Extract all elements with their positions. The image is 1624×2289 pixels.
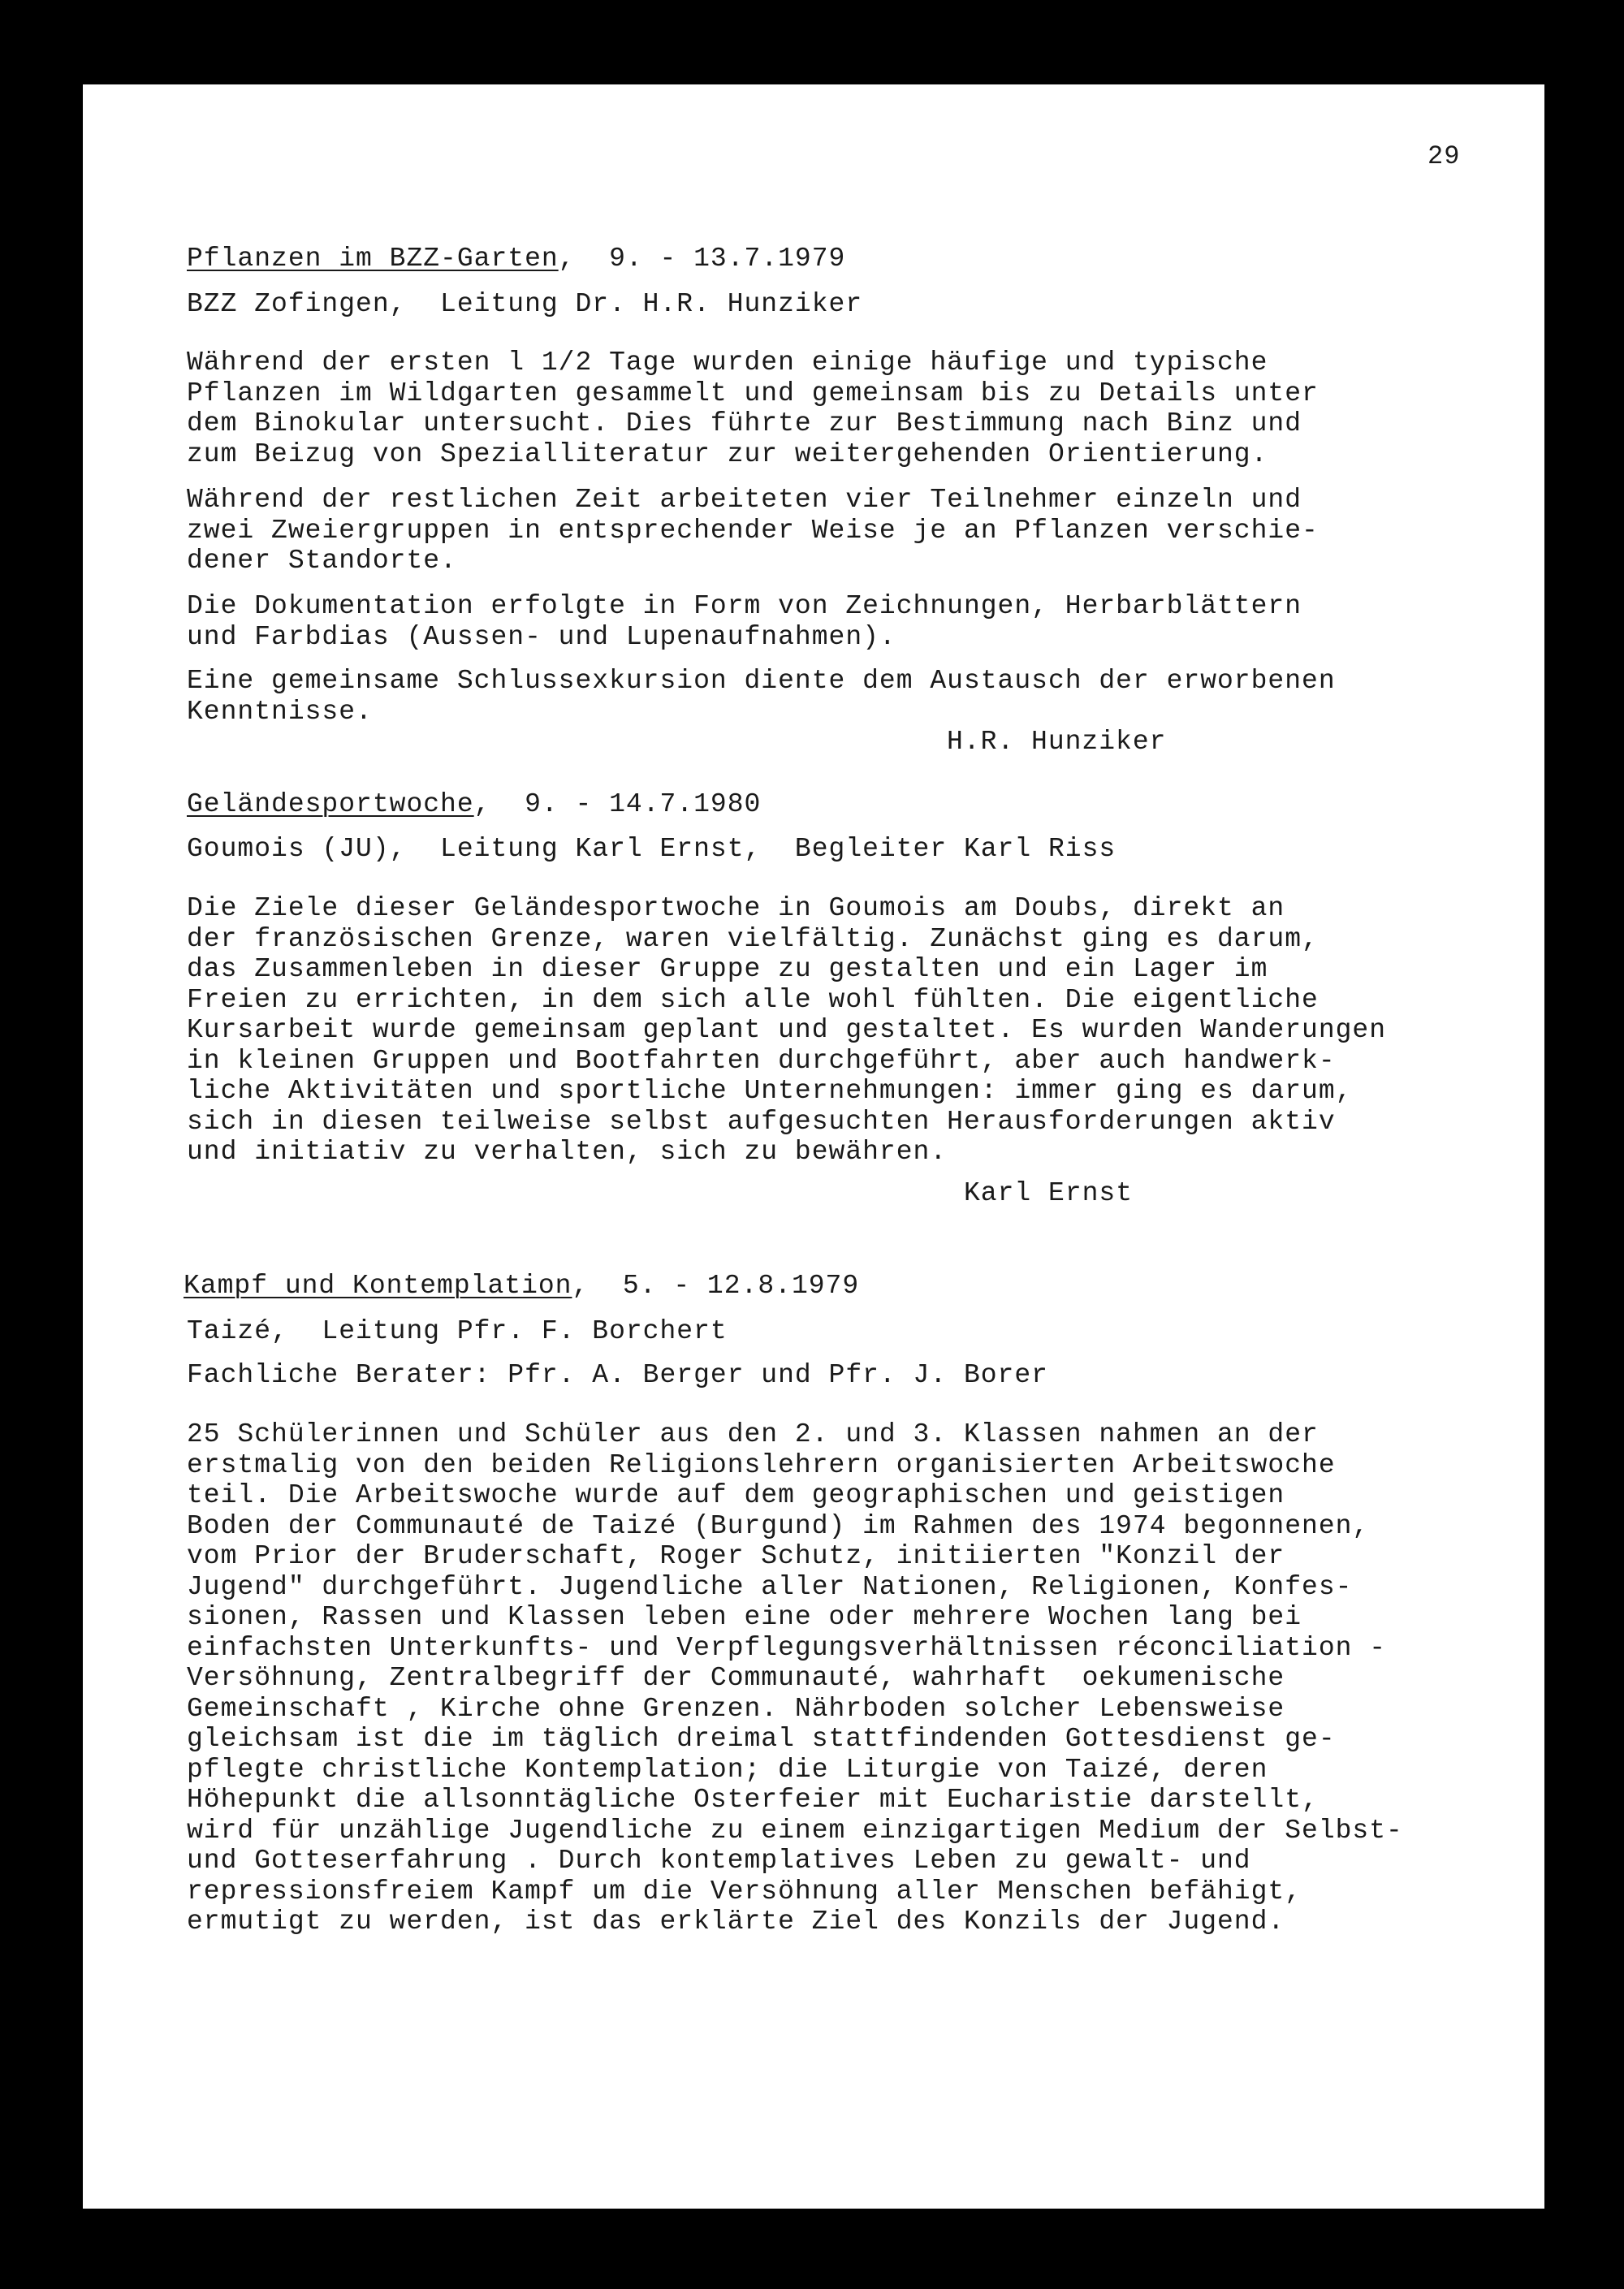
text-line: zwei Zweiergruppen in entsprechender Weise je an Pflanzen verschie- bbox=[187, 515, 1319, 546]
section-1-paragraph-1 bbox=[187, 348, 1486, 469]
section-3-heading: Kampf und Kontemplation, 5. - 12.8.1979 bbox=[184, 1271, 860, 1301]
text-line: Pflanzen im Wildgarten gesammelt und gemeinsam bis zu Details unter bbox=[187, 378, 1319, 408]
section-1-paragraph-3 bbox=[187, 591, 1486, 652]
section-1-signature: H.R. Hunziker bbox=[947, 727, 1167, 757]
section-3-date: 5. - 12.8.1979 bbox=[622, 1271, 860, 1301]
text-line: wird für unzählige Jugendliche zu einem einzigartigen Medium der Selbst- bbox=[187, 1815, 1403, 1846]
text-line: teil. Die Arbeitswoche wurde auf dem geographischen und geistigen bbox=[187, 1480, 1285, 1510]
section-2-heading: Geländesportwoche, 9. - 14.7.1980 bbox=[187, 789, 762, 819]
section-2-subtitle: Goumois (JU), Leitung Karl Ernst, Begleiter Karl Riss bbox=[187, 834, 1116, 864]
text-line: 25 Schülerinnen und Schüler aus den 2. und 3. Klassen nahmen an der bbox=[187, 1419, 1319, 1449]
section-3-title: Kampf und Kontemplation bbox=[184, 1271, 572, 1301]
text-line: repressionsfreiem Kampf um die Versöhnung aller Menschen befähigt, bbox=[187, 1876, 1302, 1907]
text-line: und initiativ zu verhalten, sich zu bewähren. bbox=[187, 1137, 948, 1167]
text-line: und Farbdias (Aussen- und Lupenaufnahmen). bbox=[187, 621, 896, 652]
section-3-subtitle: Taizé, Leitung Pfr. F. Borchert bbox=[187, 1316, 728, 1346]
section-3-advisors: Fachliche Berater: Pfr. A. Berger und Pfr. J. Borer bbox=[187, 1360, 1048, 1390]
text-line: in kleinen Gruppen und Bootfahrten durchgeführt, aber auch handwerk- bbox=[187, 1045, 1336, 1076]
text-line: Kursarbeit wurde gemeinsam geplant und gestaltet. Es wurden Wanderungen bbox=[187, 1015, 1387, 1045]
text-line: Boden der Communauté de Taizé (Burgund) im Rahmen des 1974 begonnenen, bbox=[187, 1510, 1370, 1541]
text-line: dem Binokular untersucht. Dies führte zur Bestimmung nach Binz und bbox=[187, 408, 1302, 438]
text-line: pflegte christliche Kontemplation; die Liturgie von Taizé, deren bbox=[187, 1754, 1268, 1785]
text-line: Eine gemeinsame Schlussexkursion diente dem Austausch der erworbenen bbox=[187, 666, 1336, 696]
text-line: Die Ziele dieser Geländesportwoche in Goumois am Doubs, direkt an bbox=[187, 893, 1285, 923]
text-line: sich in diesen teilweise selbst aufgesuchten Herausforderungen aktiv bbox=[187, 1106, 1336, 1137]
text-line: sionen, Rassen und Klassen leben eine oder mehrere Wochen lang bei bbox=[187, 1602, 1302, 1632]
section-2-signature: Karl Ernst bbox=[964, 1178, 1134, 1208]
section-1-date: 9. - 13.7.1979 bbox=[609, 244, 846, 274]
text-line: Jugend" durchgeführt. Jugendliche aller Nationen, Religionen, Konfes- bbox=[187, 1571, 1353, 1602]
text-line: einfachsten Unterkunfts- und Verpflegungsverhältnissen réconciliation - bbox=[187, 1632, 1387, 1663]
text-line: Die Dokumentation erfolgte in Form von Zeichnungen, Herbarblättern bbox=[187, 591, 1302, 621]
text-line: Während der ersten l 1/2 Tage wurden einige häufige und typische bbox=[187, 348, 1268, 378]
section-1-paragraph-2 bbox=[187, 485, 1486, 577]
text-line: Versöhnung, Zentralbegriff der Communauté, wahrhaft oekumenische bbox=[187, 1663, 1285, 1693]
text-line: Höhepunkt die allsonntägliche Osterfeier mit Eucharistie darstellt, bbox=[187, 1785, 1319, 1815]
text-line: der französischen Grenze, waren vielfältig. Zunächst ging es darum, bbox=[187, 923, 1319, 954]
text-line: liche Aktivitäten und sportliche Unternehmungen: immer ging es darum, bbox=[187, 1076, 1353, 1106]
text-line: Freien zu errichten, in dem sich alle wohl fühlten. Die eigentliche bbox=[187, 984, 1319, 1015]
page-number: 29 bbox=[1427, 141, 1461, 171]
text-line: zum Beizug von Spezialliteratur zur weitergehenden Orientierung. bbox=[187, 438, 1268, 469]
text-line: und Gotteserfahrung . Durch kontemplatives Leben zu gewalt- und bbox=[187, 1846, 1251, 1876]
section-1-heading: Pflanzen im BZZ-Garten, 9. - 13.7.1979 bbox=[187, 244, 846, 274]
text-line: ermutigt zu werden, ist das erklärte Ziel des Konzils der Jugend. bbox=[187, 1907, 1285, 1937]
text-line: erstmalig von den beiden Religionslehrern organisierten Arbeitswoche bbox=[187, 1449, 1336, 1480]
section-1-title: Pflanzen im BZZ-Garten bbox=[187, 244, 559, 274]
text-line: Während der restlichen Zeit arbeiteten vier Teilnehmer einzeln und bbox=[187, 485, 1302, 515]
section-3-paragraph-1 bbox=[187, 1419, 1486, 1937]
section-1-subtitle: BZZ Zofingen, Leitung Dr. H.R. Hunziker bbox=[187, 289, 863, 319]
text-line: gleichsam ist die im täglich dreimal stattfindenden Gottesdienst ge- bbox=[187, 1724, 1336, 1754]
section-2-date: 9. - 14.7.1980 bbox=[525, 789, 762, 819]
section-2-title: Geländesportwoche bbox=[187, 789, 474, 819]
text-line: Kenntnisse. bbox=[187, 696, 373, 727]
text-line: Gemeinschaft , Kirche ohne Grenzen. Nährboden solcher Lebensweise bbox=[187, 1693, 1285, 1724]
text-line: vom Prior der Bruderschaft, Roger Schutz, initiierten "Konzil der bbox=[187, 1541, 1285, 1571]
section-1-paragraph-4 bbox=[187, 666, 1486, 727]
text-line: dener Standorte. bbox=[187, 546, 457, 576]
section-2-paragraph-1 bbox=[187, 893, 1486, 1168]
text-line: das Zusammenleben in dieser Gruppe zu gestalten und ein Lager im bbox=[187, 954, 1268, 984]
